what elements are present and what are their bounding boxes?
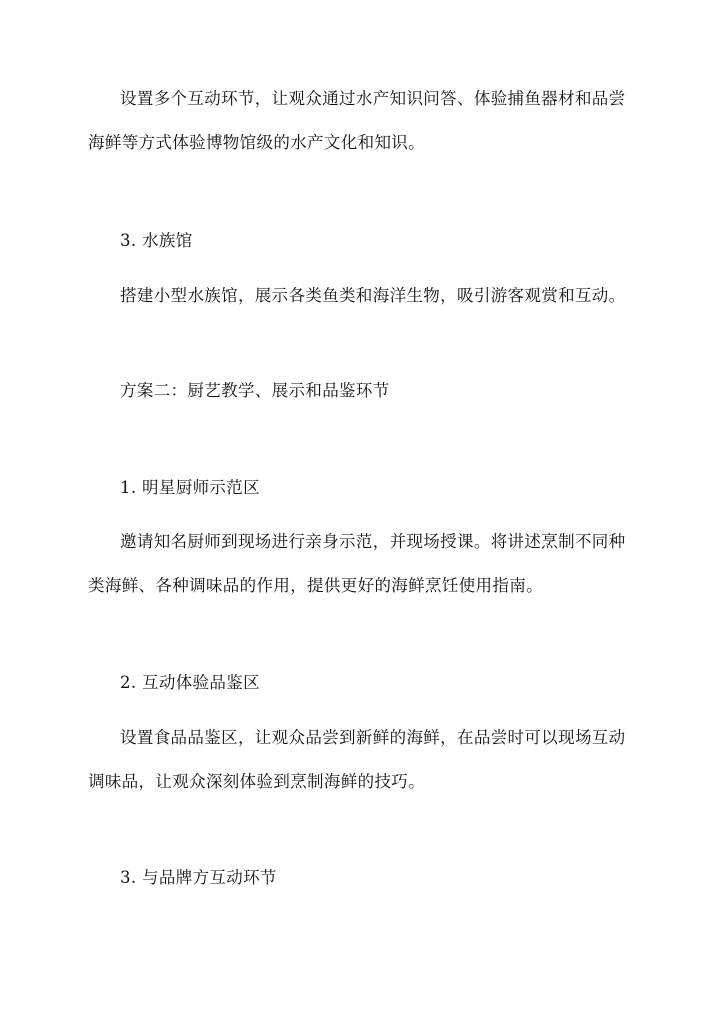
paragraph-line: 邀请知名厨师到现场进行亲身示范，并现场授课。将讲述烹制不同种 [120,532,626,551]
paragraph-line: 海鲜等方式体验博物馆级的水产文化和知识。 [88,133,425,152]
section-heading: 3. 与品牌方互动环节 [120,868,277,887]
section-heading: 1. 明星厨师示范区 [120,478,260,497]
section-heading: 3. 水族馆 [120,231,193,250]
section-heading: 2. 互动体验品鉴区 [120,673,260,692]
paragraph-line: 类海鲜、各种调味品的作用，提供更好的海鲜烹饪使用指南。 [88,576,543,595]
paragraph-line: 搭建小型水族馆，展示各类鱼类和海洋生物，吸引游客观赏和互动。 [120,286,626,305]
paragraph-line: 调味品，让观众深刻体验到烹制海鲜的技巧。 [88,772,425,791]
plan-heading: 方案二：厨艺教学、展示和品鉴环节 [120,381,390,400]
paragraph-line: 设置食品品鉴区，让观众品尝到新鲜的海鲜，在品尝时可以现场互动 [120,728,626,747]
paragraph-line: 设置多个互动环节，让观众通过水产知识问答、体验捕鱼器材和品尝 [120,89,626,108]
